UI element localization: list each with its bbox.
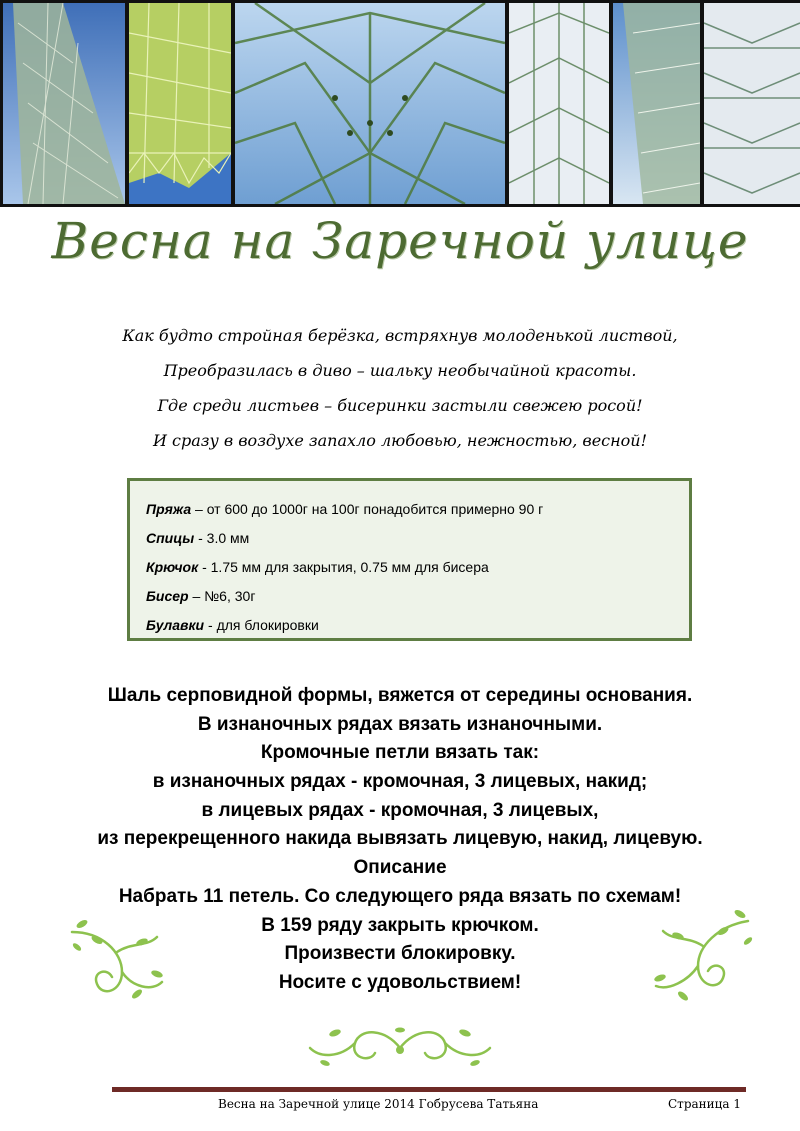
description-line: Шаль серповидной формы, вяжется от середины основания. bbox=[107, 685, 693, 706]
lace-photo-4 bbox=[509, 3, 609, 204]
footer-text: Весна на Заречной улице 2014 Гобрусева Татьяна bbox=[218, 1097, 539, 1111]
floral-ornament-right bbox=[648, 906, 758, 1011]
floral-ornament-bottom bbox=[305, 1018, 495, 1073]
material-key: Пряжа bbox=[146, 501, 192, 517]
poem-line: И сразу в воздухе запахло любовью, нежностью, весной! bbox=[152, 431, 648, 450]
material-text: - для блокировки bbox=[204, 617, 319, 633]
material-text: – от 600 до 1000г на 100г понадобится примерно 90 г bbox=[191, 501, 544, 517]
material-beads bbox=[146, 582, 689, 611]
page-number: Страница 1 bbox=[668, 1097, 741, 1111]
material-text: – №6, 30г bbox=[188, 588, 256, 604]
material-key: Булавки bbox=[146, 617, 205, 633]
material-key: Спицы bbox=[146, 530, 195, 546]
page-title: Весна на Заречной улице bbox=[51, 212, 749, 270]
material-key: Крючок bbox=[146, 559, 199, 575]
lace-photo-6 bbox=[704, 3, 800, 204]
description-line: из перекрещенного накида вывязать лицевую, накид, лицевую. bbox=[97, 828, 703, 850]
material-key: Бисер bbox=[146, 588, 189, 604]
lace-photo-3 bbox=[235, 3, 505, 204]
poem-line: Как будто стройная берёзка, встряхнув молоденькой листвой, bbox=[122, 326, 678, 345]
description-line: Кромочные петли вязать так: bbox=[260, 742, 540, 764]
description-line: Произвести блокировку. bbox=[284, 943, 516, 965]
description-line: Набрать 11 петель. Со следующего ряда вязать по схемам! bbox=[118, 885, 682, 907]
description-line: в лицевых рядах - кромочная, 3 лицевых, bbox=[201, 799, 599, 821]
floral-ornament-left bbox=[62, 912, 172, 1012]
materials-box bbox=[127, 478, 692, 641]
footer-rule bbox=[112, 1087, 746, 1092]
material-text: - 3.0 мм bbox=[194, 530, 250, 546]
lace-photo-5 bbox=[613, 3, 700, 204]
description-heading: Описание bbox=[353, 857, 447, 879]
lace-photo-2 bbox=[129, 3, 231, 204]
material-text: - 1.75 мм для закрытия, 0.75 мм для бисера bbox=[198, 559, 489, 575]
material-needles bbox=[146, 524, 689, 553]
description-line: В 159 ряду закрыть крючком. bbox=[261, 914, 539, 936]
material-hook bbox=[146, 553, 689, 582]
material-yarn bbox=[146, 495, 689, 524]
description-line: в изнаночных рядах - кромочная, 3 лицевых, накид; bbox=[152, 771, 648, 793]
description-line: В изнаночных рядах вязать изнаночными. bbox=[197, 713, 603, 735]
poem-line: Где среди листьев – бисеринки застыли свежею росой! bbox=[157, 396, 643, 415]
description-line: Носите с удовольствием! bbox=[278, 971, 522, 993]
poem bbox=[0, 318, 800, 458]
photo-strip bbox=[0, 0, 800, 207]
poem-line: Преобразилась в диво – шальку необычайной красоты. bbox=[163, 361, 637, 380]
lace-photo-1 bbox=[3, 3, 125, 204]
material-pins bbox=[146, 611, 689, 640]
